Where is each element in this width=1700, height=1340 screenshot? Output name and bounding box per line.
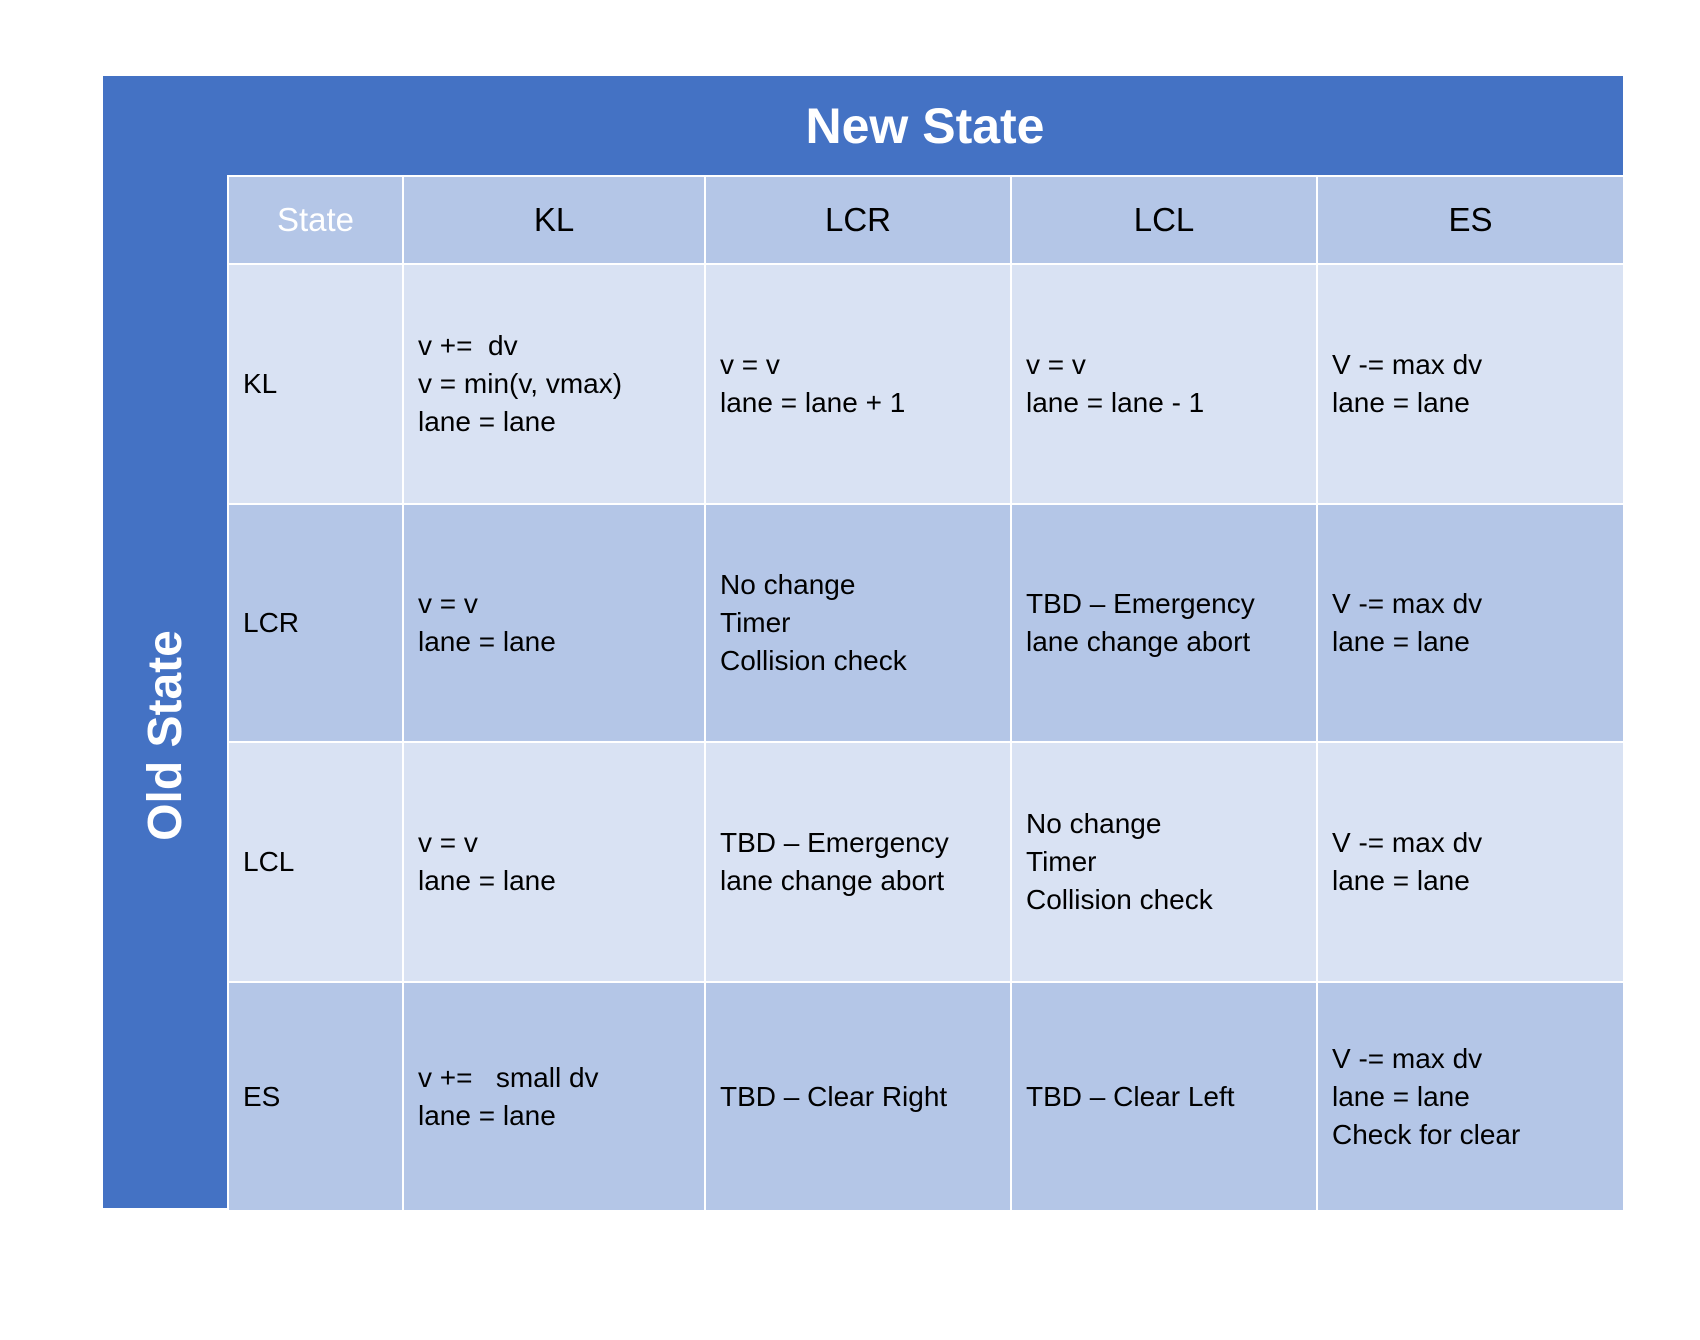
cell-line: Collision check xyxy=(720,645,907,676)
cell-line: v = v xyxy=(418,827,478,858)
cell-line: lane = lane xyxy=(418,865,556,896)
cell-lcr-es xyxy=(1317,504,1624,742)
cell-es-lcl xyxy=(1011,982,1317,1211)
cell-line: v += small dv xyxy=(418,1061,599,1093)
cell-line: TBD – Clear Left xyxy=(1026,1080,1235,1112)
row-label-lcr: LCR xyxy=(228,504,403,742)
cell-es-kl xyxy=(403,982,705,1211)
cell-line: No change xyxy=(1026,808,1162,839)
cell-line: lane change abort xyxy=(720,865,945,896)
cell-line: v = v xyxy=(720,349,780,380)
column-header-lcr: LCR xyxy=(705,176,1011,264)
column-header-es: ES xyxy=(1317,176,1624,264)
row-label-lcl: LCL xyxy=(228,742,403,982)
cell-line: lane = lane xyxy=(418,626,556,657)
cell-line: Collision check xyxy=(1026,884,1213,915)
cell-lcr-lcr xyxy=(705,504,1011,742)
cell-line: v += dv xyxy=(418,330,518,361)
cell-es-lcr xyxy=(705,982,1011,1211)
cell-line: lane = lane xyxy=(1332,626,1470,657)
cell-line: lane = lane + 1 xyxy=(720,387,906,418)
table-row-es xyxy=(228,982,1624,1211)
cell-lcr-kl xyxy=(403,504,705,742)
cell-line: V -= max dv xyxy=(1332,349,1483,380)
cell-line: No change xyxy=(720,569,856,600)
cell-line: lane = lane xyxy=(1332,387,1470,418)
cell-line: lane = lane xyxy=(418,406,556,437)
cell-line: lane = lane - 1 xyxy=(1026,387,1205,418)
cell-kl-lcl xyxy=(1011,264,1317,504)
cell-lcl-lcr xyxy=(705,742,1011,982)
cell-lcr-lcl xyxy=(1011,504,1317,742)
cell-line: lane = lane xyxy=(418,1099,556,1131)
table-row-kl xyxy=(228,264,1624,504)
column-header-kl: KL xyxy=(403,176,705,264)
cell-es-es xyxy=(1317,982,1624,1211)
new-state-title: New State xyxy=(805,97,1045,154)
cell-line: V -= max dv xyxy=(1332,827,1483,858)
table-row-lcl xyxy=(228,742,1624,982)
cell-line: v = v xyxy=(418,588,478,619)
cell-kl-es xyxy=(1317,264,1624,504)
cell-line: Timer xyxy=(1026,846,1097,877)
cell-line: Check for clear xyxy=(1332,1118,1521,1150)
cell-line: TBD – Clear Right xyxy=(720,1080,948,1112)
row-label-kl: KL xyxy=(228,264,403,504)
cell-line: lane change abort xyxy=(1026,626,1251,657)
cell-lcl-lcl xyxy=(1011,742,1317,982)
cell-line: V -= max dv xyxy=(1332,1042,1483,1074)
cell-line: lane = lane xyxy=(1332,1080,1470,1112)
table-row-lcr xyxy=(228,504,1624,742)
cell-lcl-kl xyxy=(403,742,705,982)
old-state-title-wrap xyxy=(103,262,227,1208)
cell-line: v = min(v, vmax) xyxy=(418,368,623,399)
cell-kl-lcr xyxy=(705,264,1011,504)
cell-kl-kl xyxy=(403,264,705,504)
cell-line: v = v xyxy=(1026,349,1086,380)
column-header-lcl: LCL xyxy=(1011,176,1317,264)
state-transition-table xyxy=(227,175,1625,1212)
cell-line: TBD – Emergency xyxy=(720,827,949,858)
cell-lcl-es xyxy=(1317,742,1624,982)
cell-line: V -= max dv xyxy=(1332,588,1483,619)
cell-line: Timer xyxy=(720,607,791,638)
row-label-es: ES xyxy=(228,982,403,1211)
cell-line: TBD – Emergency xyxy=(1026,588,1255,619)
old-state-title: Old State xyxy=(138,629,192,841)
header-row xyxy=(228,176,1624,264)
cell-line: lane = lane xyxy=(1332,865,1470,896)
state-column-header: State xyxy=(228,176,403,264)
